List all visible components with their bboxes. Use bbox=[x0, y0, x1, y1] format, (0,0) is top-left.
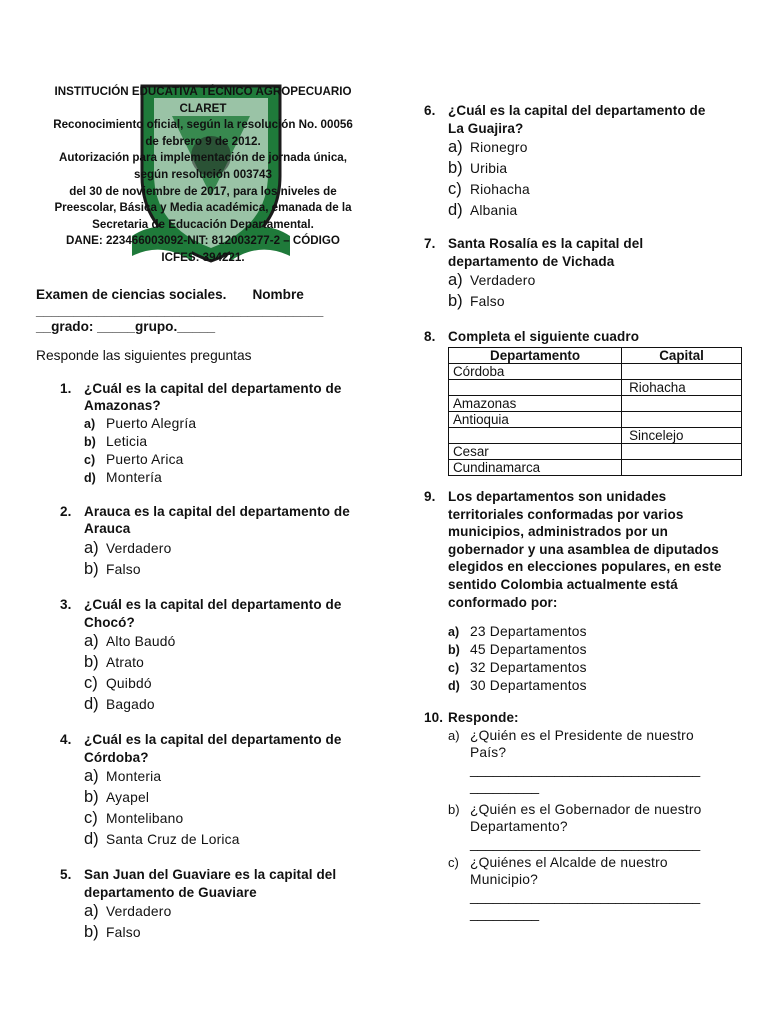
table-row bbox=[449, 363, 742, 379]
question-text: Santa Rosalía es la capital del departamento de Vichada bbox=[448, 236, 644, 269]
option-letter: d) bbox=[448, 201, 463, 220]
option-text: Montelibano bbox=[106, 811, 184, 827]
item-text: ¿Quiénes el Alcalde de nuestro Municipio? bbox=[470, 854, 668, 887]
option-text: Uribia bbox=[470, 161, 508, 177]
open-question-a bbox=[448, 727, 724, 761]
option-letter: d) bbox=[84, 695, 99, 714]
option[interactable] bbox=[84, 673, 366, 694]
item-text: ¿Quién es el Presidente de nuestro País? bbox=[470, 727, 694, 760]
question-number: 7. bbox=[424, 236, 436, 252]
question-number: 8. bbox=[424, 329, 436, 345]
table-cell[interactable] bbox=[622, 363, 742, 379]
table-header: Departamento bbox=[449, 347, 622, 363]
table-cell: Riohacha bbox=[622, 379, 742, 395]
table-cell[interactable] bbox=[449, 427, 622, 443]
table-cell[interactable] bbox=[622, 395, 742, 411]
header-line: ICFES: 394221. bbox=[161, 250, 245, 264]
table-row bbox=[449, 411, 742, 427]
option-text: Ayapel bbox=[106, 790, 150, 806]
option-letter: a) bbox=[84, 767, 99, 786]
grade-group-blank[interactable]: __grado: _____grupo._____ bbox=[36, 318, 216, 334]
question-text: ¿Cuál es la capital del departamento de Chocó? bbox=[84, 596, 342, 630]
question-10 bbox=[424, 709, 724, 922]
question-number: 2. bbox=[60, 503, 72, 519]
answer-line[interactable]: ______________________________ bbox=[470, 888, 701, 904]
option-text: Puerto Arica bbox=[106, 451, 184, 467]
option[interactable] bbox=[448, 270, 724, 291]
table-cell: Córdoba bbox=[449, 363, 622, 379]
table-row bbox=[449, 395, 742, 411]
option-letter: d) bbox=[448, 679, 460, 694]
header-line: del 30 de noviembre de 2017, para los niveles de bbox=[69, 184, 337, 198]
option-text: Leticia bbox=[106, 433, 148, 449]
question-text: ¿Cuál es la capital del departamento de Córdoba? bbox=[84, 732, 342, 765]
option-letter: a) bbox=[84, 416, 96, 431]
name-blank[interactable]: ______________________________________ bbox=[36, 302, 324, 318]
question-2 bbox=[36, 503, 366, 580]
option-letter: b) bbox=[448, 643, 460, 658]
item-letter: b) bbox=[448, 801, 460, 817]
option[interactable] bbox=[84, 766, 366, 787]
option[interactable] bbox=[448, 641, 724, 659]
option-text: 23 Departamentos bbox=[470, 624, 587, 640]
option-letter: b) bbox=[84, 559, 99, 578]
question-text: ¿Cuál es la capital del departamento de La Guajira? bbox=[448, 103, 706, 136]
question-text: Responde: bbox=[448, 710, 519, 726]
option-text: Alto Baudó bbox=[106, 634, 176, 650]
question-9 bbox=[424, 488, 724, 695]
option-text: Falso bbox=[106, 925, 141, 941]
option[interactable] bbox=[84, 538, 366, 559]
exam-title: Examen de ciencias sociales. bbox=[36, 286, 227, 302]
option-text: Atrato bbox=[106, 655, 145, 671]
right-column bbox=[424, 102, 724, 922]
question-text: Los departamentos son unidades territoriales conformadas por varios municipios, administrados por un gobernador y una asamblea de diputados elegidos en elecciones populares, en este sentido Colombia actualmente está conformado por: bbox=[448, 488, 722, 610]
option-letter: b) bbox=[84, 788, 99, 807]
departments-table bbox=[448, 347, 742, 476]
header-line: DANE: 223466003092-NIT: 812003277-2 – CÓDIGO bbox=[66, 234, 340, 248]
instructions: Responde las siguientes preguntas bbox=[36, 347, 252, 363]
question-text: ¿Cuál es la capital del departamento de Amazonas? bbox=[84, 380, 342, 414]
open-question-c bbox=[448, 854, 724, 888]
option-text: 45 Departamentos bbox=[470, 642, 587, 658]
answer-line[interactable]: ______________________________ bbox=[470, 761, 701, 777]
question-3 bbox=[36, 596, 366, 715]
option[interactable] bbox=[84, 451, 366, 469]
table-row bbox=[449, 379, 742, 395]
question-number: 3. bbox=[60, 596, 72, 612]
option[interactable] bbox=[84, 829, 366, 850]
table-cell[interactable] bbox=[449, 379, 622, 395]
table-row bbox=[449, 427, 742, 443]
option[interactable] bbox=[448, 291, 724, 312]
header-line: Secretaria de Educación Departamental. bbox=[92, 217, 314, 231]
option[interactable] bbox=[448, 200, 724, 221]
question-4 bbox=[36, 731, 366, 850]
left-column bbox=[36, 84, 366, 943]
option-letter: a) bbox=[84, 902, 99, 921]
answer-line[interactable]: ______________________________ bbox=[470, 835, 701, 851]
option[interactable] bbox=[448, 659, 724, 677]
option[interactable] bbox=[448, 158, 724, 179]
question-number: 6. bbox=[424, 103, 436, 118]
option-letter: a) bbox=[448, 138, 463, 157]
option[interactable] bbox=[84, 901, 366, 922]
option-letter: b) bbox=[448, 292, 463, 311]
question-7 bbox=[424, 235, 724, 312]
table-row bbox=[449, 443, 742, 459]
option-letter: a) bbox=[84, 538, 99, 557]
question-6 bbox=[424, 102, 724, 221]
option[interactable] bbox=[84, 631, 366, 652]
header-line: INSTITUCIÓN EDUCATIVA TÉCNICO AGROPECUARIO bbox=[54, 85, 352, 98]
exam-title-row bbox=[36, 287, 366, 303]
option-letter: b) bbox=[84, 923, 99, 942]
option-letter: c) bbox=[448, 661, 460, 676]
option[interactable] bbox=[84, 652, 366, 673]
question-number: 1. bbox=[60, 380, 72, 396]
option-text: Monteria bbox=[106, 769, 162, 785]
table-cell: Cundinamarca bbox=[449, 459, 622, 475]
option-letter: a) bbox=[448, 625, 460, 640]
option-letter: c) bbox=[84, 674, 98, 693]
option-text: Quibdó bbox=[106, 676, 152, 692]
option[interactable] bbox=[84, 559, 366, 580]
table-cell: Amazonas bbox=[449, 395, 622, 411]
question-5 bbox=[36, 866, 366, 943]
option-letter: c) bbox=[84, 809, 98, 828]
option-letter: d) bbox=[84, 470, 96, 485]
school-header bbox=[36, 84, 366, 267]
header-line: de febrero 9 de 2012. bbox=[145, 134, 261, 148]
option-letter: c) bbox=[84, 452, 96, 467]
answer-line[interactable]: _________ bbox=[470, 905, 540, 921]
option-text: Verdadero bbox=[106, 904, 172, 920]
table-header: Capital bbox=[622, 347, 742, 363]
option[interactable] bbox=[84, 922, 366, 943]
option[interactable] bbox=[448, 677, 724, 695]
option-letter: d) bbox=[84, 830, 99, 849]
option-letter: a) bbox=[84, 632, 99, 651]
table-cell: Antioquia bbox=[449, 411, 622, 427]
option-text: Albania bbox=[470, 203, 518, 219]
question-text: Completa el siguiente cuadro bbox=[448, 329, 640, 345]
header-line: Autorización para implementación de jornada única, bbox=[59, 151, 347, 165]
question-number: 9. bbox=[424, 488, 436, 504]
option[interactable] bbox=[84, 433, 366, 451]
option[interactable] bbox=[84, 787, 366, 808]
header-line: Reconocimiento oficial, según la resolución No. 00056 bbox=[53, 118, 353, 132]
option-text: Rionegro bbox=[470, 140, 528, 156]
question-number: 10. bbox=[424, 710, 444, 726]
option[interactable] bbox=[448, 623, 724, 641]
question-8 bbox=[424, 328, 724, 476]
option-letter: a) bbox=[448, 271, 463, 290]
option-text: Verdadero bbox=[106, 540, 172, 556]
option-text: Bagado bbox=[106, 697, 155, 713]
table-cell: Cesar bbox=[449, 443, 622, 459]
question-1 bbox=[36, 380, 366, 487]
item-letter: a) bbox=[448, 727, 460, 743]
option-text: Montería bbox=[106, 469, 163, 485]
answer-line[interactable]: _________ bbox=[470, 778, 540, 794]
option-letter: b) bbox=[84, 434, 96, 449]
option-text: Santa Cruz de Lorica bbox=[106, 832, 240, 848]
question-text: Arauca es la capital del departamento de Arauca bbox=[84, 503, 350, 537]
option-text: Riohacha bbox=[470, 182, 530, 198]
option-text: Verdadero bbox=[470, 273, 536, 289]
option-text: Falso bbox=[470, 294, 505, 310]
table-cell: Sincelejo bbox=[622, 427, 742, 443]
option-text: 30 Departamentos bbox=[470, 678, 587, 694]
item-text: ¿Quién es el Gobernador de nuestro Departamento? bbox=[470, 801, 702, 834]
option-letter: b) bbox=[84, 653, 99, 672]
table-cell[interactable] bbox=[622, 443, 742, 459]
option-text: 32 Departamentos bbox=[470, 660, 587, 676]
item-letter: c) bbox=[448, 854, 459, 870]
option-text: Falso bbox=[106, 561, 141, 577]
open-question-b bbox=[448, 801, 724, 835]
option[interactable] bbox=[84, 694, 366, 715]
question-number: 4. bbox=[60, 732, 72, 748]
table-cell[interactable] bbox=[622, 411, 742, 427]
option-letter: b) bbox=[448, 159, 463, 178]
header-line: CLARET bbox=[179, 101, 227, 115]
question-text: San Juan del Guaviare es la capital del departamento de Guaviare bbox=[84, 867, 337, 900]
table-cell[interactable] bbox=[622, 459, 742, 475]
option[interactable] bbox=[84, 469, 366, 487]
option-text: Puerto Alegría bbox=[106, 415, 197, 431]
name-label: Nombre bbox=[252, 286, 304, 302]
option[interactable] bbox=[448, 179, 724, 200]
table-row bbox=[449, 459, 742, 475]
header-line: Preescolar, Básica y Media académica, emanada de la bbox=[54, 201, 352, 215]
option[interactable] bbox=[448, 137, 724, 158]
header-line: según resolución 003743 bbox=[134, 167, 272, 181]
question-number: 5. bbox=[60, 867, 72, 883]
option[interactable] bbox=[84, 808, 366, 829]
option-letter: c) bbox=[448, 180, 462, 199]
option[interactable] bbox=[84, 415, 366, 433]
